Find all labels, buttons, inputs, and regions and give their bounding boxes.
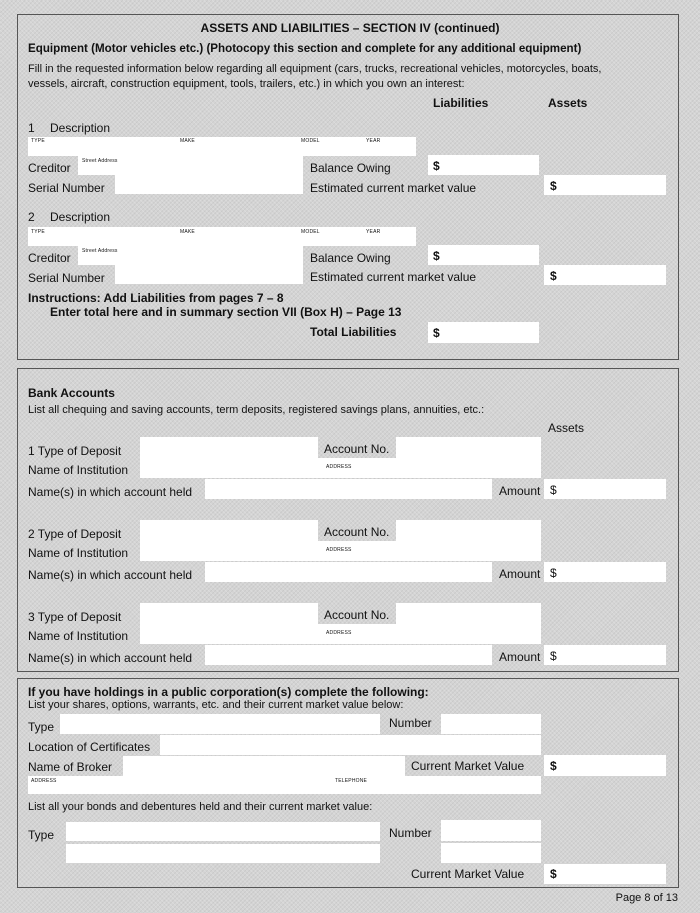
bonds-cmv-label: Current Market Value bbox=[411, 867, 525, 881]
equipment-2-number: 2 bbox=[28, 210, 35, 224]
bonds-number-field-2[interactable] bbox=[441, 843, 541, 863]
bonds-intro: List all your bonds and debentures held and their current market value: bbox=[28, 801, 373, 813]
equipment-1-type-caption: TYPE bbox=[31, 138, 45, 144]
equipment-2-street-caption: Street Address bbox=[82, 248, 118, 254]
equipment-2-creditor-label: Creditor bbox=[28, 251, 71, 265]
holdings-type-field[interactable] bbox=[60, 714, 380, 734]
bonds-number-label: Number bbox=[389, 826, 432, 840]
account-1-address-caption: ADDRESS bbox=[326, 464, 352, 470]
broker-telephone-caption: TELEPHONE bbox=[335, 778, 368, 784]
account-3-number-field[interactable] bbox=[396, 603, 541, 624]
equipment-2-description-label: Description bbox=[50, 210, 111, 224]
account-2-held-field[interactable] bbox=[205, 562, 492, 582]
account-3-held-label: Name(s) in which account held bbox=[28, 651, 193, 665]
equipment-1-market-currency: $ bbox=[550, 179, 557, 193]
equipment-2-year-caption: YEAR bbox=[366, 229, 381, 235]
account-2-held-label: Name(s) in which account held bbox=[28, 568, 193, 582]
account-1-held-field[interactable] bbox=[205, 479, 492, 499]
broker-address-caption: ADDRESS bbox=[31, 778, 57, 784]
bonds-cmv-currency: $ bbox=[550, 867, 557, 881]
liabilities-column-header: Liabilities bbox=[433, 96, 489, 110]
account-1-number-field[interactable] bbox=[396, 437, 541, 458]
equipment-intro-line-1: Fill in the requested information below regarding all equipment (cars, trucks, recreational vehicles, motorcycles, boats, bbox=[28, 63, 602, 75]
equipment-2-balance-field[interactable] bbox=[428, 245, 539, 265]
account-3-amount-field[interactable] bbox=[544, 645, 666, 665]
holdings-number-field[interactable] bbox=[441, 714, 541, 734]
account-1-amount-field[interactable] bbox=[544, 479, 666, 499]
broker-cmv-currency: $ bbox=[550, 759, 557, 773]
account-1-type-field[interactable] bbox=[140, 437, 318, 458]
account-3-institution-label: Name of Institution bbox=[28, 629, 129, 643]
bank-intro: List all chequing and saving accounts, term deposits, registered savings plans, annuities, etc.: bbox=[28, 404, 485, 416]
bonds-type-field-2[interactable] bbox=[66, 844, 380, 863]
account-2-amount-field[interactable] bbox=[544, 562, 666, 582]
bank-heading: Bank Accounts bbox=[28, 386, 115, 400]
account-3-type-field[interactable] bbox=[140, 603, 318, 624]
equipment-intro-line-2: vessels, aircraft, construction equipment, tools, trailers, etc.) in which you own an interest: bbox=[28, 78, 465, 90]
equipment-2-model-caption: MODEL bbox=[301, 229, 320, 235]
account-2-institution-label: Name of Institution bbox=[28, 546, 129, 560]
total-liabilities-field[interactable] bbox=[428, 322, 539, 343]
certificates-location-field[interactable] bbox=[160, 735, 541, 755]
bank-assets-header: Assets bbox=[548, 421, 585, 435]
equipment-2-make-caption: MAKE bbox=[180, 229, 195, 235]
equipment-heading: Equipment (Motor vehicles etc.) (Photocopy this section and complete for any additional equipment) bbox=[28, 42, 582, 55]
holdings-number-label: Number bbox=[389, 716, 432, 730]
account-2-address-caption: ADDRESS bbox=[326, 547, 352, 553]
account-1-institution-label: Name of Institution bbox=[28, 463, 129, 477]
equipment-1-balance-label: Balance Owing bbox=[310, 161, 391, 175]
equipment-1-balance-currency: $ bbox=[433, 159, 440, 173]
account-2-number-field[interactable] bbox=[396, 520, 541, 541]
account-3-type-label: 3 Type of Deposit bbox=[28, 610, 122, 624]
instructions-line-2: Enter total here and in summary section VII (Box H) – Page 13 bbox=[50, 305, 402, 319]
equipment-1-description-field[interactable] bbox=[28, 137, 416, 156]
broker-cmv-label: Current Market Value bbox=[411, 759, 525, 773]
account-3-held-field[interactable] bbox=[205, 645, 492, 665]
equipment-1-street-caption: Street Address bbox=[82, 158, 118, 164]
account-1-amount-label: Amount bbox=[499, 484, 541, 498]
account-3-amount-label: Amount bbox=[499, 650, 541, 664]
instructions-line-1: Instructions: Add Liabilities from pages 7 – 8 bbox=[28, 291, 284, 305]
account-1-type-label: 1 Type of Deposit bbox=[28, 444, 122, 458]
account-1-held-label: Name(s) in which account held bbox=[28, 485, 193, 499]
equipment-2-balance-label: Balance Owing bbox=[310, 251, 391, 265]
holdings-heading: If you have holdings in a public corporation(s) complete the following: bbox=[28, 685, 429, 699]
section-title: ASSETS AND LIABILITIES – SECTION IV (continued) bbox=[200, 21, 500, 35]
equipment-2-market-field[interactable] bbox=[544, 265, 666, 285]
total-liabilities-label: Total Liabilities bbox=[310, 325, 397, 339]
broker-name-label: Name of Broker bbox=[28, 760, 113, 774]
page-number: Page 8 of 13 bbox=[615, 892, 678, 904]
account-2-amount-currency: $ bbox=[550, 566, 557, 580]
equipment-2-description-field[interactable] bbox=[28, 227, 416, 246]
account-3-amount-currency: $ bbox=[550, 649, 557, 663]
equipment-2-market-label: Estimated current market value bbox=[310, 270, 477, 284]
account-1-number-label: Account No. bbox=[324, 442, 390, 456]
equipment-1-balance-field[interactable] bbox=[428, 155, 539, 175]
equipment-2-type-caption: TYPE bbox=[31, 229, 45, 235]
bonds-type-field-1[interactable] bbox=[66, 822, 380, 841]
bonds-type-label: Type bbox=[28, 828, 55, 842]
equipment-1-market-field[interactable] bbox=[544, 175, 666, 195]
broker-name-field[interactable] bbox=[123, 756, 405, 776]
certificates-location-label: Location of Certificates bbox=[28, 740, 151, 754]
holdings-type-label: Type bbox=[28, 720, 55, 734]
equipment-1-description-label: Description bbox=[50, 121, 111, 135]
account-2-amount-label: Amount bbox=[499, 567, 541, 581]
equipment-2-balance-currency: $ bbox=[433, 249, 440, 263]
bonds-cmv-field[interactable] bbox=[544, 864, 666, 884]
total-liabilities-currency: $ bbox=[433, 326, 440, 340]
equipment-1-number: 1 bbox=[28, 121, 35, 135]
equipment-2-serial-label: Serial Number bbox=[28, 271, 105, 285]
equipment-1-market-label: Estimated current market value bbox=[310, 181, 477, 195]
account-2-type-field[interactable] bbox=[140, 520, 318, 541]
account-2-type-label: 2 Type of Deposit bbox=[28, 527, 122, 541]
equipment-2-market-currency: $ bbox=[550, 269, 557, 283]
holdings-intro: List your shares, options, warrants, etc. and their current market value below: bbox=[28, 699, 404, 711]
account-3-address-caption: ADDRESS bbox=[326, 630, 352, 636]
equipment-1-serial-field[interactable] bbox=[115, 175, 303, 194]
equipment-1-creditor-label: Creditor bbox=[28, 161, 71, 175]
bonds-number-field-1[interactable] bbox=[441, 820, 541, 841]
equipment-2-serial-field[interactable] bbox=[115, 265, 303, 284]
account-3-number-label: Account No. bbox=[324, 608, 390, 622]
equipment-1-model-caption: MODEL bbox=[301, 138, 320, 144]
equipment-1-make-caption: MAKE bbox=[180, 138, 195, 144]
account-2-number-label: Account No. bbox=[324, 525, 390, 539]
equipment-1-year-caption: YEAR bbox=[366, 138, 381, 144]
equipment-1-serial-label: Serial Number bbox=[28, 181, 105, 195]
account-1-amount-currency: $ bbox=[550, 483, 557, 497]
broker-cmv-field[interactable] bbox=[544, 755, 666, 776]
assets-column-header: Assets bbox=[548, 96, 588, 110]
broker-address-field[interactable] bbox=[28, 776, 541, 794]
